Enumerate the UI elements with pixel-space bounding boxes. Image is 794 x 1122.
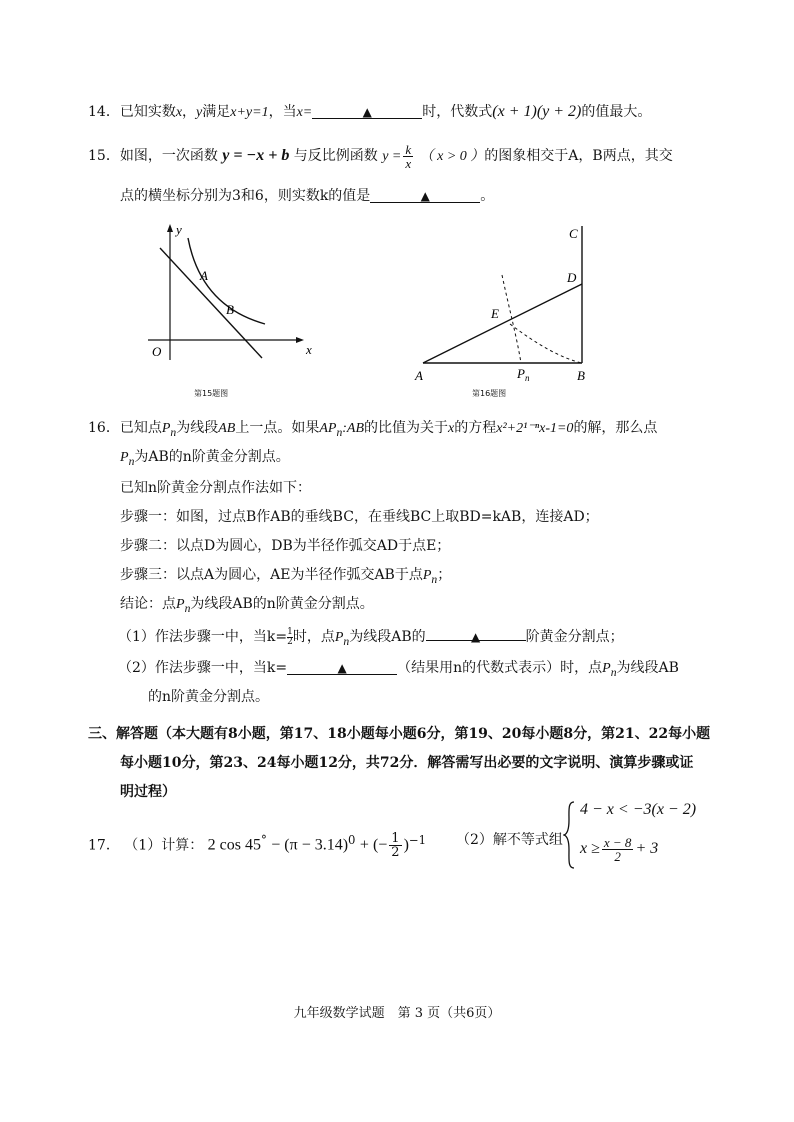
q16-equation: x²+2¹⁻ⁿx-1=0: [496, 421, 574, 436]
q16-sub1-answer-blank[interactable]: [426, 624, 526, 644]
q17-exp-zero: 0: [348, 833, 356, 847]
q15-text: 如图，一次函数: [119, 148, 218, 164]
q15-answer-blank[interactable]: [370, 186, 480, 203]
fig16-label-b: B: [577, 368, 585, 383]
q17-ineq2-num: x − 8: [603, 834, 632, 850]
q17-frac-num: 1: [391, 831, 400, 847]
q16-sub2-answer-blank[interactable]: [287, 658, 397, 675]
triangle-marker-icon: ▲: [471, 630, 481, 644]
q17-paren-close: ): [403, 836, 409, 854]
q15-text-3: 的图象相交于A，B两点，其交: [484, 148, 673, 164]
q16-number: 16．: [88, 420, 120, 436]
q16-pn-5: P: [334, 630, 344, 645]
q17-ineq2-den: 2: [614, 848, 621, 864]
q15-text-2: 与反比例函数: [293, 148, 378, 164]
q17-inequality-1: 4 − x < −3(x − 2): [580, 801, 697, 818]
fig15-y-arrow-icon: [167, 224, 173, 232]
q16-apn: AP: [319, 421, 337, 436]
q14-text-5: 的值最大。: [581, 104, 652, 120]
figure-16: [405, 218, 605, 388]
q16-sub-n-3: n: [128, 454, 135, 468]
question-16-line2: [120, 447, 290, 472]
q15-text-4: 点的横坐标分别为3和6，则实数k的值是: [120, 188, 371, 204]
q14-answer-blank[interactable]: [312, 102, 422, 119]
fig16-label-a: A: [415, 368, 423, 383]
q14-text: 已知实数: [119, 104, 176, 120]
fig15-label-y: y: [176, 222, 182, 237]
q15-frac-num: k: [405, 141, 412, 157]
fig15-caption: 第15题图: [194, 389, 229, 398]
q17-inequality-2: [580, 832, 658, 866]
q16-ratio-ab: :AB: [342, 421, 365, 436]
q16-sub-2: [118, 658, 679, 683]
fig15-label-x: x: [306, 342, 312, 357]
q16-sub1-text: （1）作法步骤一中，当k=: [118, 629, 288, 645]
q16-step-3: [120, 565, 451, 590]
triangle-marker-icon: ▲: [362, 105, 372, 119]
q14-text-4: 时，代数式: [422, 104, 493, 120]
q17-ineq2-lhs: x ≥: [580, 840, 600, 857]
q17-number: 17．: [88, 837, 120, 854]
q16-text-2: 为线段: [176, 420, 219, 436]
q16-sub1-text-2: 时，点: [292, 629, 335, 645]
section-3-heading-line3: 明过程）: [120, 784, 176, 800]
fig16-caption: 第16题图: [472, 389, 507, 398]
q17-frac-den: 2: [391, 845, 400, 861]
fig15-linear-graph: [160, 248, 262, 358]
q16-sub2-text-4: 的n阶黄金分割点。: [148, 689, 270, 705]
q16-text-1: 已知点: [119, 420, 162, 436]
q16-step-2: 步骤二：以点D为圆心，DB为半径作弧交AD于点E；: [120, 538, 451, 554]
q17-fraction: [389, 832, 401, 859]
q15-linear-function: y = −x + b: [222, 147, 290, 164]
q16-text-3: 上一点。如果: [235, 420, 320, 436]
triangle-marker-icon: ▲: [337, 661, 347, 675]
q14-number: 14．: [88, 104, 120, 120]
q16-sub-n-6: n: [343, 634, 350, 648]
q16-sub1-den: 2: [287, 636, 293, 647]
q15-inverse-fraction: [403, 143, 413, 170]
q16-sub-n-5: n: [184, 601, 191, 615]
q16-sub-n-2: n: [336, 425, 343, 439]
fig16-arc-e-pn: [502, 275, 521, 363]
q16-pn: P: [161, 421, 171, 436]
q15-text-5: 。: [480, 188, 495, 204]
q15-domain: （ x > 0 ）: [419, 149, 485, 164]
fig16-label-c: C: [569, 226, 578, 241]
q16-step-1: 步骤一：如图，过点B作AB的垂线BC，在垂线BC上取BD=kAB，连接AD；: [120, 509, 599, 525]
fig15-label-b: B: [226, 302, 234, 317]
q17-ineq2-fraction: [602, 836, 634, 863]
q17-brace: [563, 800, 577, 870]
q14-text-3: ，当: [268, 104, 297, 120]
q16-sub1-text-4: 阶黄金分割点；: [525, 629, 624, 645]
fig16-label-e: E: [491, 306, 499, 321]
fig16-label-subscript-n: n: [524, 373, 530, 383]
q14-expression: (x + 1)(y + 2): [492, 103, 582, 120]
q16-pn-4: P: [176, 597, 185, 612]
q16-sub1-num: 1: [287, 626, 293, 637]
q17-expr-pi: − (π − 3.14): [271, 836, 349, 854]
q16-sub1-text-3: 为线段AB的: [349, 629, 426, 645]
q16-step-3-text: 步骤三：以点A为圆心，AE为半径作弧交AB于点: [120, 567, 423, 583]
q16-text-6: 的解，那么点: [573, 420, 658, 436]
question-17: [88, 820, 426, 866]
q17-part2-label: （2）解不等式组: [456, 832, 563, 848]
q17-expr-cos: 2 cos 45: [207, 836, 261, 854]
page-footer: 九年级数学试题 第 3 页（共6页）: [293, 1006, 501, 1021]
q16-conclusion-text-2: 为线段AB的n阶黄金分割点。: [190, 596, 374, 612]
q14-var-x: x: [175, 105, 183, 120]
q16-conclusion-text: 结论：点: [120, 596, 176, 612]
q15-inverse-lhs: y =: [382, 149, 402, 164]
q15-number: 15．: [88, 148, 120, 164]
fig15-x-arrow-icon: [296, 337, 304, 343]
q16-sub-n-7: n: [610, 665, 617, 679]
q16-text-7: 为AB的n阶黄金分割点。: [134, 449, 290, 465]
q16-conclusion: [120, 594, 374, 619]
q16-pn-3: P: [422, 568, 432, 583]
q16-x: x: [448, 421, 455, 436]
fig16-arc-e-b: [510, 324, 582, 363]
q16-ab: AB: [218, 421, 236, 436]
q16-sub2-text-2: （结果用n的代数式表示）时，点: [397, 660, 603, 676]
q16-text-4: 的比值为关于: [364, 420, 449, 436]
q14-text-2: 满足: [202, 104, 231, 120]
question-15-line2: [120, 186, 494, 206]
question-15: [88, 140, 673, 173]
fig16-label-p: P: [517, 366, 525, 381]
q16-sub-n-4: n: [431, 572, 438, 586]
question-16: [88, 418, 657, 443]
q14-condition: x+y=1: [230, 105, 269, 120]
q16-sub-1: [118, 624, 624, 655]
q16-sub2-text: （2）作法步骤一中，当k=: [118, 660, 288, 676]
q17-degree: °: [260, 833, 267, 847]
fig15-label-o: O: [152, 344, 162, 359]
q16-text-5: 的方程: [454, 420, 497, 436]
fig15-label-a: A: [200, 268, 208, 283]
left-brace-icon: [563, 800, 577, 870]
question-14: 14．已知实数x，y满足x+y=1，当x= ▲ 时，代数式(x + 1)(y + 2)的值最大。: [88, 103, 652, 120]
q14-x-eq: x=: [296, 105, 313, 120]
q16-method-intro: 已知n阶黄金分割点作法如下：: [120, 480, 312, 496]
q15-frac-den: x: [405, 155, 412, 171]
section-3-heading-line2: 每小题10分，第23、24每小题12分，共72分．解答需写出必要的文字说明、演算步骤或证: [120, 755, 694, 771]
q16-step-3-end: ；: [437, 567, 452, 583]
q17-ineq2-rhs: + 3: [635, 840, 659, 857]
q17-exp-neg1: −1: [408, 833, 427, 847]
section-3-heading-line1: 三、解答题（本大题有8小题，第17、18小题每小题6分，第19、20每小题8分，第21、22每小题: [88, 726, 711, 742]
fig16-label-pn: [516, 366, 530, 383]
fig16-label-d: D: [567, 270, 577, 285]
fig16-segment-ad: [423, 284, 582, 363]
figure-15: [140, 220, 320, 380]
q17-expr-neg: + (−: [359, 836, 388, 854]
q16-sub-n: n: [170, 425, 177, 439]
q16-sub2-text-3: 为线段AB: [616, 660, 679, 676]
q14-var-y: y: [196, 105, 203, 120]
q17-part1-label: （1）计算：: [124, 837, 204, 854]
q16-pn-2: P: [120, 450, 129, 465]
q16-pn-6: P: [602, 661, 611, 676]
triangle-marker-icon: ▲: [420, 189, 430, 203]
